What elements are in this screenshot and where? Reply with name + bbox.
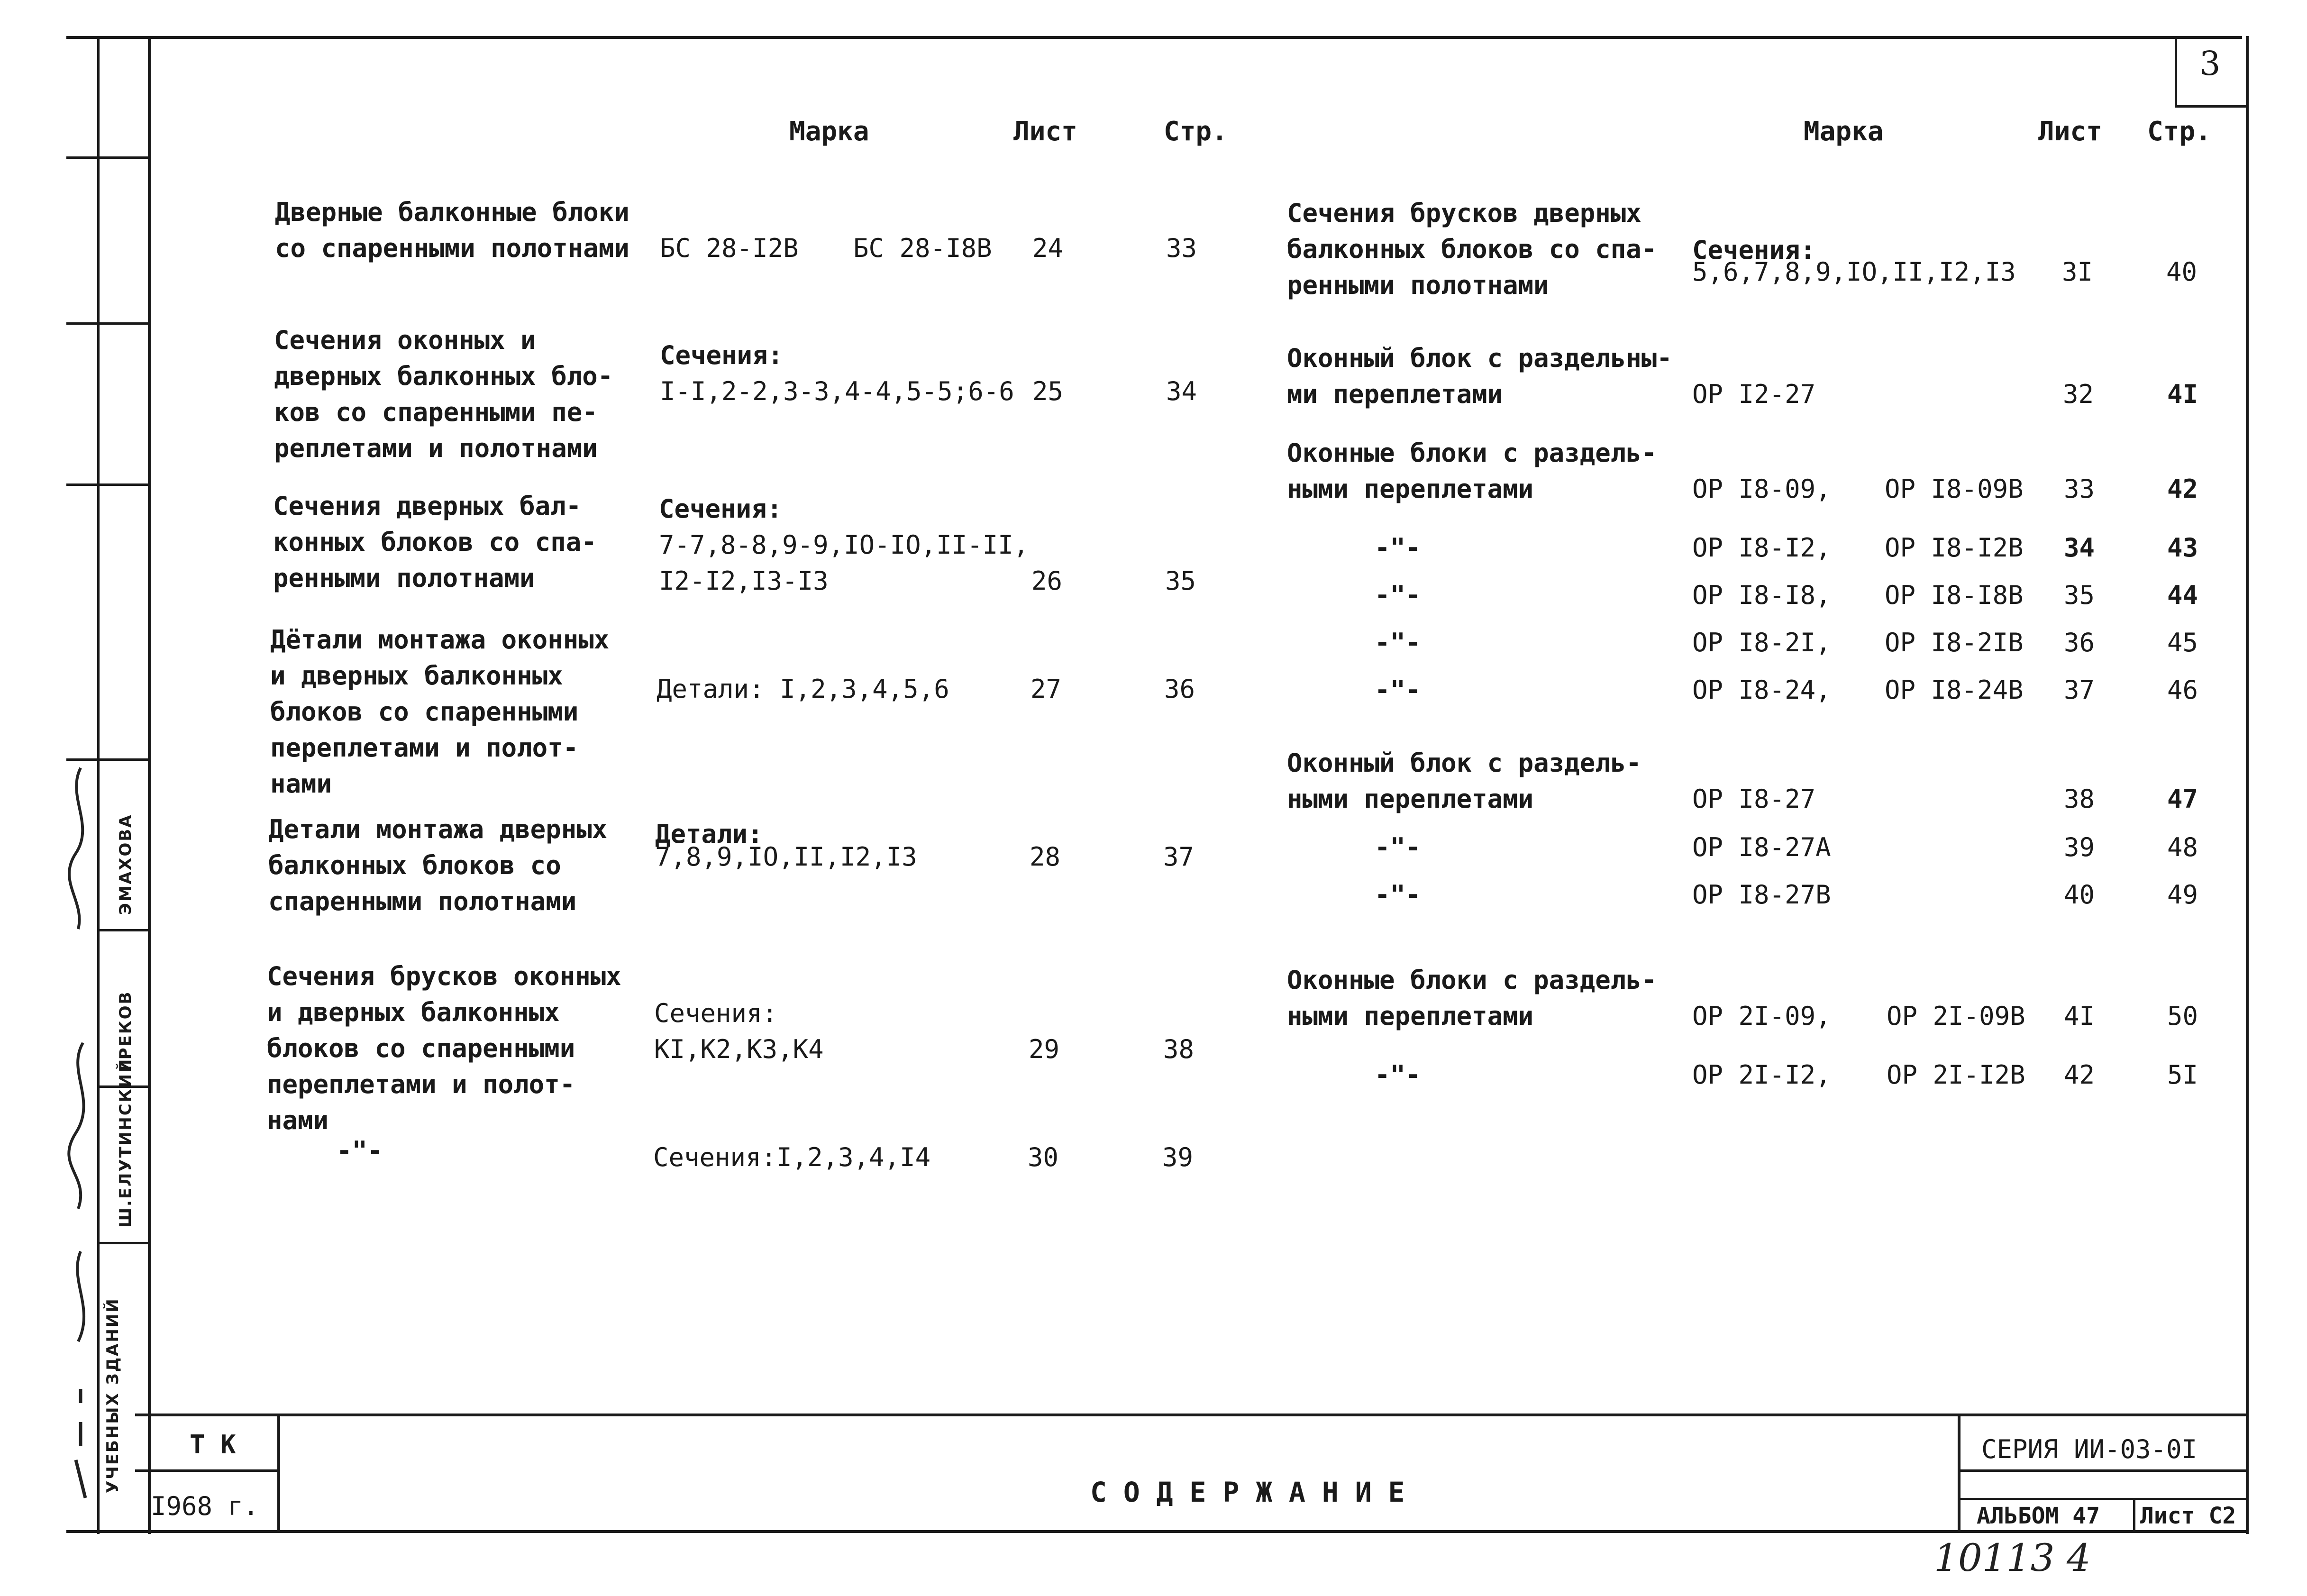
right-entry-title: ными переплетами (1287, 784, 1534, 814)
right-entry-title: -"- (1375, 675, 1421, 705)
left-entry-mark: I-I,2-2,3-3,4-4,5-5;6-6 (660, 376, 1014, 406)
left-entry-mark: Сечения:I,2,3,4,I4 (653, 1142, 931, 1172)
right-header-page: Стр. (2147, 116, 2211, 147)
left-entry-mark: I2-I2,I3-I3 (659, 566, 829, 596)
right-entry-title: -"- (1375, 880, 1421, 910)
titleblock-right-divider (1958, 1414, 1960, 1532)
left-entry-title: спаренными полотнами (268, 886, 577, 916)
right-entry-page: 43 (2167, 533, 2198, 563)
right-entry-mark2: ОР I8-09В (1885, 474, 2024, 504)
right-entry-title: ными переплетами (1287, 1001, 1534, 1031)
left-entry-title: Дётали монтажа оконных (270, 625, 610, 655)
left-entry-sheet: 24 (1032, 233, 1064, 263)
strip-tick (97, 929, 149, 931)
right-entry-page: 47 (2167, 784, 2198, 814)
left-entry-title: ренными полотнами (273, 563, 535, 593)
strip-tick (66, 483, 149, 486)
left-entry-page: 38 (1163, 1034, 1195, 1064)
right-entry-page: 48 (2167, 832, 2198, 862)
titleblock-series: СЕРИЯ ИИ-03-0I (1981, 1434, 2198, 1464)
right-entry-sheet: 33 (2064, 474, 2095, 504)
right-entry-title: -"- (1375, 533, 1421, 563)
right-entry-page: 4I (2167, 379, 2198, 409)
frame-right-line (2246, 36, 2249, 1534)
left-entry-page: 36 (1164, 674, 1195, 704)
left-entry-page: 33 (1166, 233, 1197, 263)
left-entry-mark: БС 28-I2В (660, 233, 799, 263)
left-entry-title: Дверные балконные блоки (275, 197, 629, 227)
side-stamp-name2: ГРЕКОВ (116, 990, 135, 1071)
right-entry-page: 46 (2167, 675, 2198, 705)
right-entry-sheet: 35 (2064, 580, 2095, 610)
right-entry-title: ми переплетами (1287, 379, 1503, 409)
strip-tick (97, 1242, 149, 1244)
right-entry-sheet: 3I (2062, 257, 2093, 287)
right-entry-mark2: ОР I8-24В (1885, 675, 2024, 705)
left-entry-title: и дверных балконных (267, 997, 560, 1027)
left-entry-sheet: 26 (1031, 566, 1063, 596)
document-title: С О Д Е Р Ж А Н И Е (1090, 1476, 1405, 1508)
left-entry-title: -"- (337, 1136, 383, 1166)
left-entry-title: блоков со спаренными (267, 1033, 575, 1063)
right-entry-sheet: 40 (2064, 880, 2095, 910)
right-entry-page: 44 (2167, 580, 2198, 610)
right-entry-page: 49 (2167, 880, 2198, 910)
left-entry-mark: Детали: (655, 819, 763, 849)
left-header-sheet: Лист (1013, 116, 1077, 147)
right-header-sheet: Лист (2038, 116, 2102, 147)
right-entry-mark: ОР I8-I8, (1692, 580, 1831, 610)
right-entry-sheet: 4I (2064, 1001, 2095, 1031)
titleblock-album: АЛЬБОМ 47 (1977, 1503, 2100, 1529)
right-entry-title: Оконный блок с раздельны- (1287, 343, 1672, 373)
titleblock-mid-line (135, 1469, 277, 1472)
right-entry-title: балконных блоков со спа- (1287, 234, 1657, 264)
right-entry-mark: ОР I8-I2, (1692, 533, 1831, 563)
left-entry-mark: Детали: I,2,3,4,5,6 (657, 674, 949, 704)
left-entry-title: Детали монтажа дверных (268, 814, 608, 844)
right-entry-mark2: ОР I8-I2В (1885, 533, 2024, 563)
right-entry-title: Оконный блок с раздель- (1287, 748, 1641, 778)
left-header-page: Стр. (1164, 116, 1228, 147)
left-entry-title: дверных балконных бло- (274, 361, 613, 391)
titleblock-sheet-label: Лист С2 (2140, 1503, 2236, 1529)
right-entry-title: -"- (1375, 580, 1421, 610)
right-header-mark: Марка (1804, 116, 1884, 147)
right-entry-title: Оконные блоки с раздель- (1287, 438, 1657, 468)
right-entry-mark: ОР I8-27А (1692, 832, 1831, 862)
strip-tick (66, 156, 149, 159)
right-entry-mark: ОР I8-27 (1692, 784, 1816, 814)
right-entry-sheet: 34 (2064, 533, 2095, 563)
right-entry-mark: ОР I2-27 (1692, 379, 1816, 409)
right-entry-title: ренными полотнами (1287, 270, 1549, 300)
left-entry-sheet: 27 (1030, 674, 1062, 704)
signature-scribbles (57, 758, 104, 1526)
left-entry-mark: Сечения: (659, 494, 783, 524)
left-entry-sheet: 29 (1029, 1034, 1060, 1064)
titleblock-year: I968 г. (151, 1491, 259, 1521)
right-entry-mark2: ОР 2I-09В (1887, 1001, 2025, 1031)
left-entry-title: нами (267, 1105, 329, 1135)
titleblock-right-mid-line (1958, 1469, 2249, 1472)
left-entry-mark: Сечения: (660, 340, 784, 370)
right-entry-mark: Сечения: (1692, 235, 1816, 265)
left-entry-title: балконных блоков со (268, 850, 561, 880)
corner-box-bottom (2175, 105, 2249, 108)
left-entry-title: переплетами и полот- (267, 1069, 575, 1099)
left-entry-title: ков со спаренными пе- (274, 397, 598, 427)
titleblock-sheet-divider (2133, 1498, 2135, 1532)
right-entry-mark: ОР I8-27В (1692, 880, 1831, 910)
right-entry-mark: 5,6,7,8,9,IO,II,I2,I3 (1692, 257, 2016, 287)
left-entry-mark2: БС 28-I8В (853, 233, 992, 263)
left-entry-sheet: 25 (1032, 376, 1064, 406)
titleblock-top-line (135, 1414, 2249, 1416)
side-stamp-name1: Ш.ЕЛУТИНСКИЙ (116, 1058, 135, 1228)
left-entry-title: блоков со спаренными (270, 697, 579, 727)
right-entry-sheet: 42 (2064, 1060, 2095, 1090)
left-entry-title: и дверных балконных (270, 661, 563, 691)
left-entry-page: 34 (1166, 376, 1197, 406)
right-entry-mark: ОР 2I-I2, (1692, 1060, 1831, 1090)
right-entry-sheet: 36 (2064, 628, 2095, 657)
right-entry-sheet: 39 (2064, 832, 2095, 862)
titleblock-org: Т К (190, 1430, 236, 1459)
left-entry-title: Сечения оконных и (274, 325, 536, 355)
right-entry-page: 50 (2167, 1001, 2198, 1031)
right-entry-sheet: 32 (2063, 379, 2094, 409)
left-entry-title: конных блоков со спа- (273, 527, 597, 557)
left-header-mark: Марка (789, 116, 869, 147)
right-entry-title: -"- (1375, 1060, 1421, 1090)
right-entry-sheet: 37 (2064, 675, 2095, 705)
frame-top-line (66, 36, 2242, 39)
left-entry-title: со спаренными полотнами (275, 233, 629, 263)
left-entry-mark: 7-7,8-8,9-9,IO-IO,II-II, (659, 530, 1029, 560)
left-entry-title: Сечения брусков оконных (267, 961, 621, 991)
sheet-corner-number: 3 (2199, 44, 2221, 83)
right-entry-title: Сечения брусков дверных (1287, 198, 1641, 228)
titleblock-left-divider (277, 1414, 280, 1532)
right-entry-sheet: 38 (2064, 784, 2095, 814)
left-entry-mark: 7,8,9,IO,II,I2,I3 (655, 842, 917, 872)
frame-left-inner-line (148, 36, 151, 1534)
right-entry-mark2: ОР I8-I8В (1885, 580, 2024, 610)
right-entry-mark2: ОР I8-2IВ (1885, 628, 2024, 657)
left-entry-title: Сечения дверных бал- (273, 491, 582, 521)
right-entry-title: Оконные блоки с раздель- (1287, 965, 1657, 995)
handwritten-number: 10113 4 (1934, 1536, 2091, 1580)
right-entry-page: 45 (2167, 628, 2198, 657)
right-entry-mark: ОР 2I-09, (1692, 1001, 1831, 1031)
side-stamp-name3: ЭМАХОВА (116, 813, 135, 915)
right-entry-title: -"- (1375, 832, 1421, 862)
right-entry-title: -"- (1375, 628, 1421, 657)
left-entry-sheet: 30 (1028, 1142, 1059, 1172)
left-entry-title: нами (270, 769, 332, 799)
left-entry-mark: Сечения: (654, 998, 778, 1028)
left-entry-title: реплетами и полотнами (274, 433, 598, 463)
left-entry-mark: KI,K2,K3,K4 (654, 1034, 824, 1064)
right-entry-mark: ОР I8-24, (1692, 675, 1831, 705)
right-entry-page: 42 (2167, 474, 2198, 504)
left-entry-sheet: 28 (1030, 842, 1061, 872)
strip-tick (66, 322, 149, 325)
left-entry-page: 37 (1163, 842, 1195, 872)
right-entry-page: 5I (2167, 1060, 2198, 1090)
corner-box-left (2175, 36, 2177, 107)
right-entry-mark2: ОР 2I-I2В (1887, 1060, 2025, 1090)
right-entry-page: 40 (2166, 257, 2198, 287)
right-entry-mark: ОР I8-2I, (1692, 628, 1831, 657)
side-stamp-dept: УЧЕБНЫХ ЗДАНИЙ (103, 1297, 122, 1493)
left-entry-page: 35 (1165, 566, 1196, 596)
left-entry-page: 39 (1162, 1142, 1194, 1172)
right-entry-mark: ОР I8-09, (1692, 474, 1831, 504)
frame-bottom-line (66, 1530, 2249, 1533)
right-entry-title: ными переплетами (1287, 474, 1534, 504)
left-entry-title: переплетами и полот- (270, 733, 579, 763)
